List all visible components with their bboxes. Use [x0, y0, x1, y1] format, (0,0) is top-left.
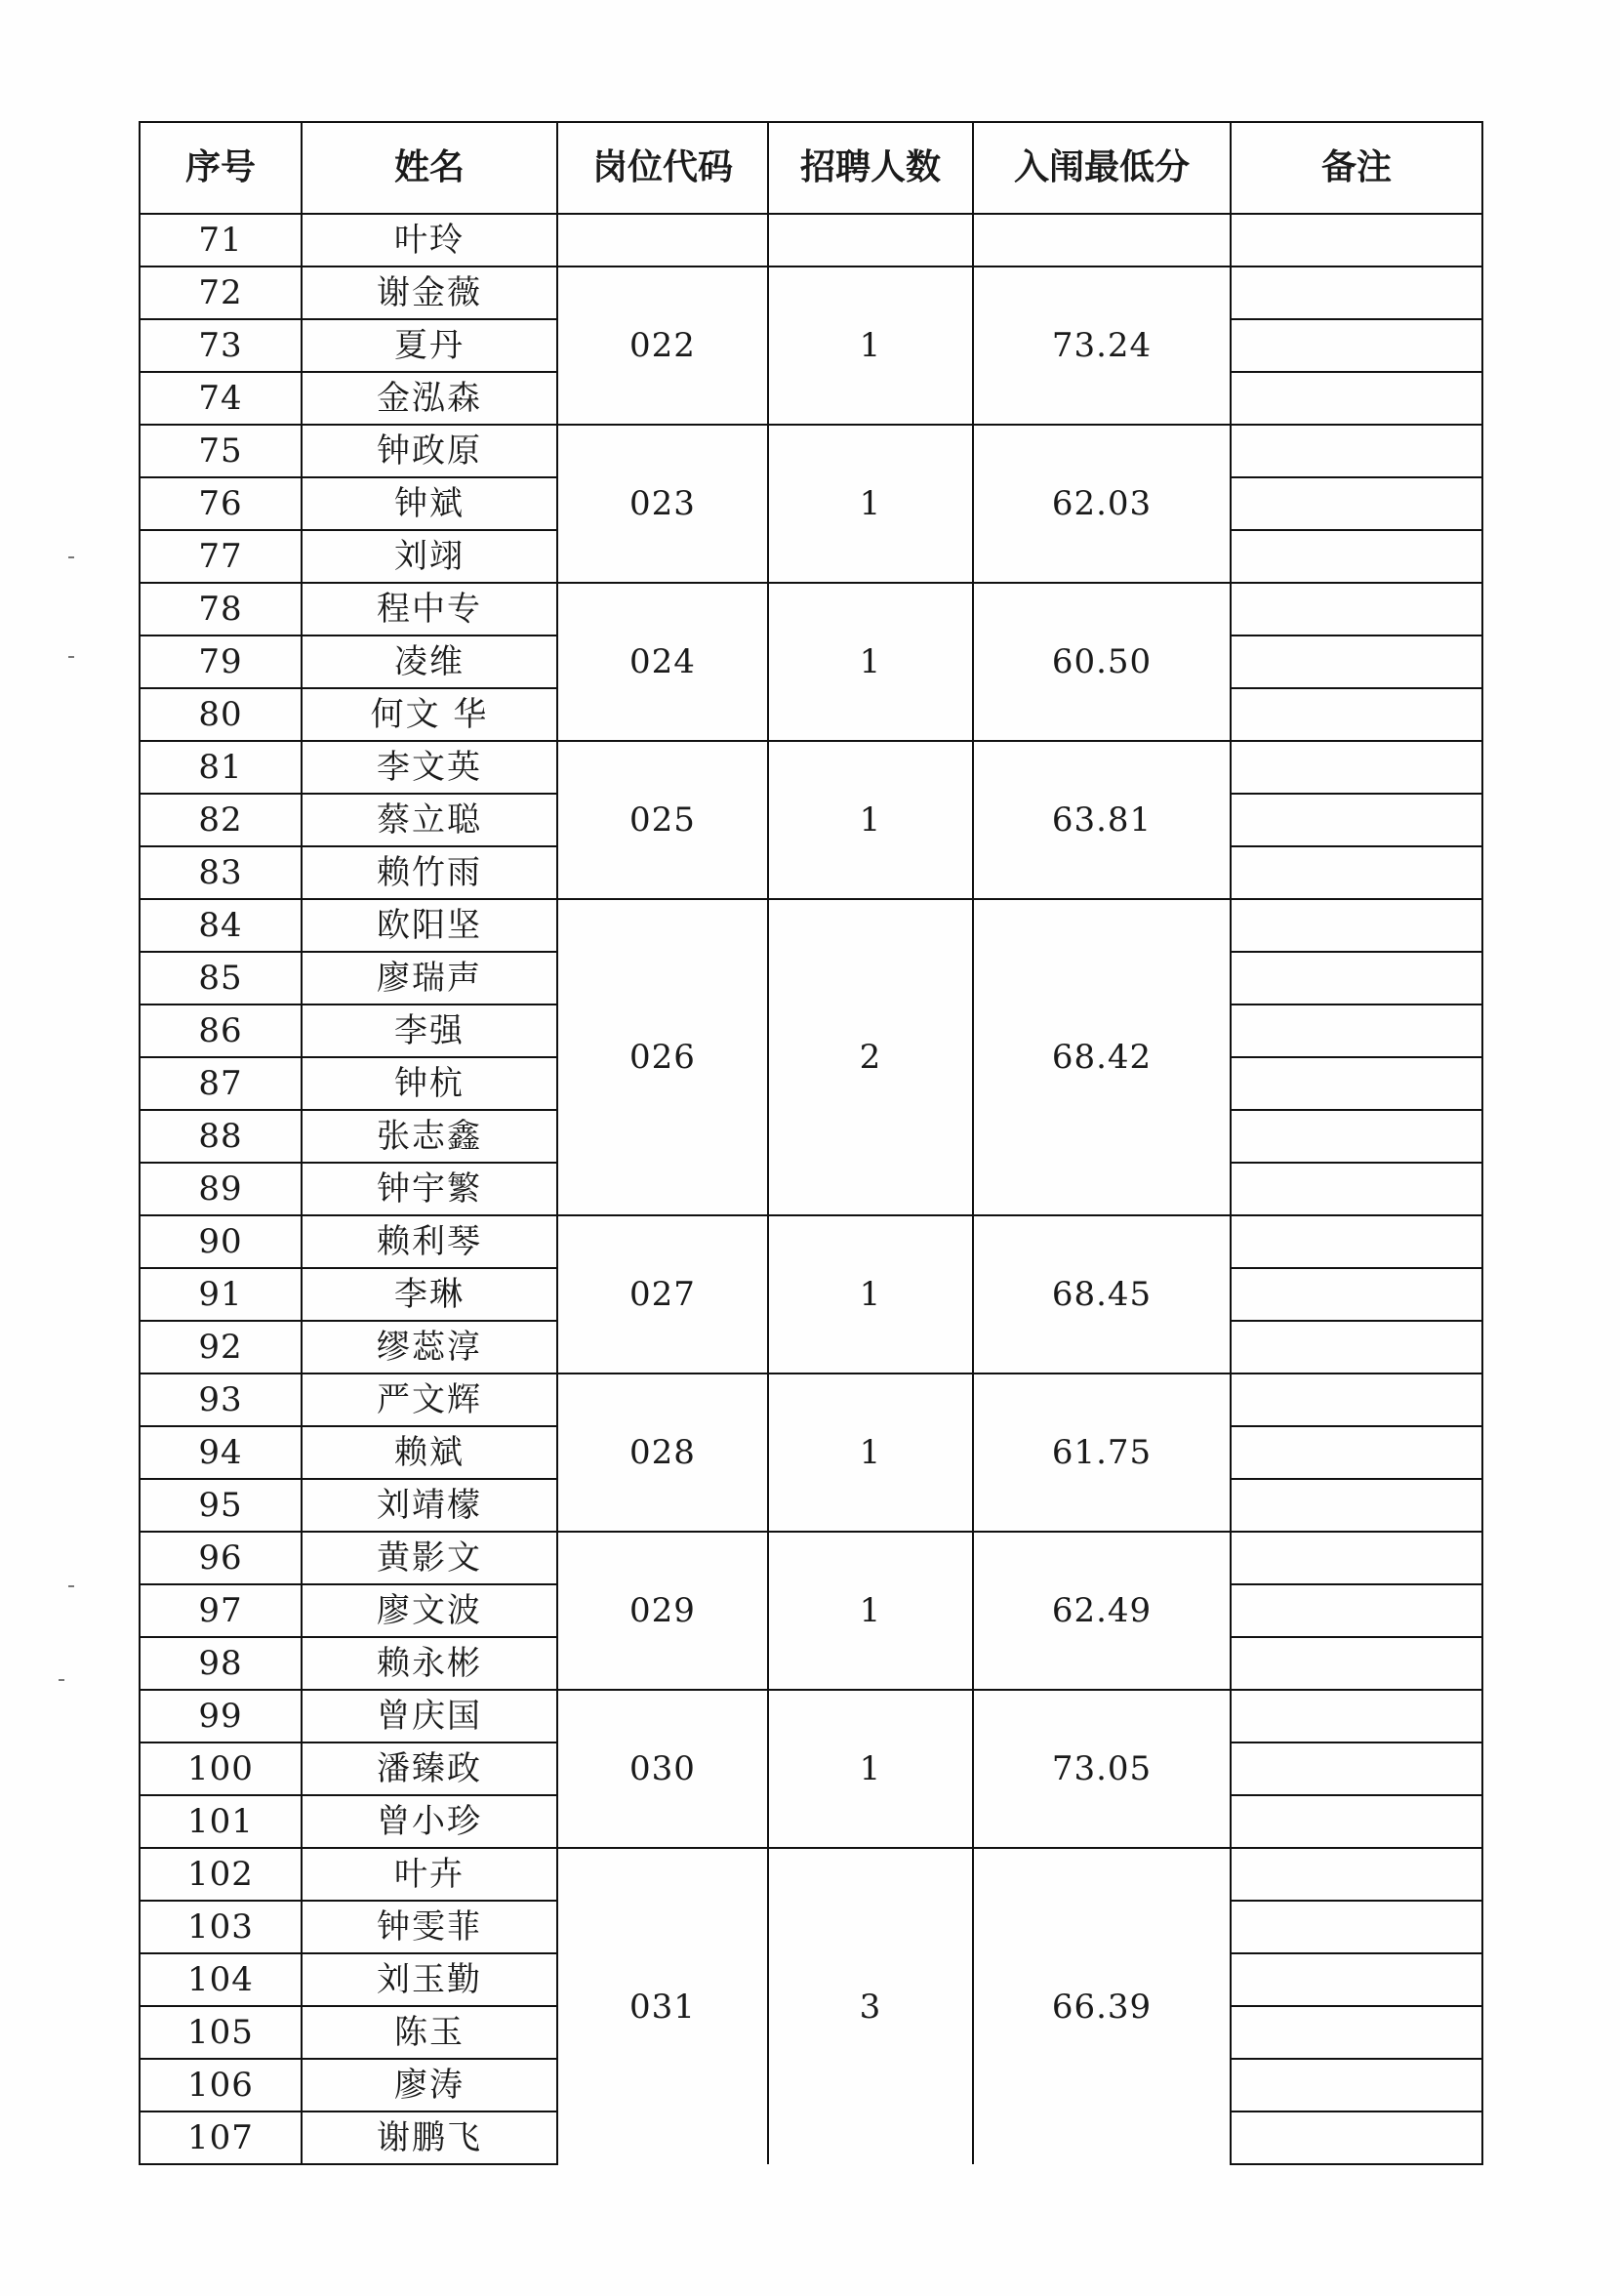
remark-cell	[1231, 1953, 1482, 2006]
recruit-count-cell: 1	[768, 583, 973, 741]
remark-cell	[1231, 1584, 1482, 1637]
name-cell: 钟政原	[302, 425, 557, 477]
seq-cell: 103	[140, 1901, 302, 1953]
header-post-code: 岗位代码	[557, 122, 768, 214]
recruit-count-cell: 1	[768, 1690, 973, 1848]
table-row	[140, 1215, 1482, 1268]
post-code-cell: 022	[557, 266, 768, 425]
table-row	[140, 425, 1482, 477]
name-cell: 钟杭	[302, 1057, 557, 1110]
remark-cell	[1231, 1268, 1482, 1321]
recruit-count-cell: 1	[768, 1215, 973, 1374]
seq-cell: 78	[140, 583, 302, 636]
remark-cell	[1231, 636, 1482, 688]
remark-cell	[1231, 1795, 1482, 1848]
recruit-count-cell	[768, 214, 973, 266]
name-cell: 赖永彬	[302, 1637, 557, 1690]
seq-cell: 88	[140, 1110, 302, 1163]
seq-cell: 91	[140, 1268, 302, 1321]
remark-cell	[1231, 372, 1482, 425]
recruit-count-cell: 1	[768, 1532, 973, 1690]
min-score-cell: 66.39	[973, 1848, 1231, 2164]
min-score-cell: 62.03	[973, 425, 1231, 583]
seq-cell: 93	[140, 1374, 302, 1426]
min-score-cell: 60.50	[973, 583, 1231, 741]
seq-cell: 72	[140, 266, 302, 319]
min-score-cell: 63.81	[973, 741, 1231, 899]
name-cell: 缪蕊淳	[302, 1321, 557, 1374]
recruit-count-cell: 1	[768, 1374, 973, 1532]
name-cell: 廖瑞声	[302, 952, 557, 1004]
header-remark: 备注	[1231, 122, 1482, 214]
seq-cell: 87	[140, 1057, 302, 1110]
post-code-cell: 031	[557, 1848, 768, 2164]
name-cell: 黄影文	[302, 1532, 557, 1584]
seq-cell: 99	[140, 1690, 302, 1742]
seq-cell: 77	[140, 530, 302, 583]
remark-cell	[1231, 214, 1482, 266]
table-row	[140, 1690, 1482, 1742]
name-cell: 蔡立聪	[302, 794, 557, 846]
remark-cell	[1231, 1901, 1482, 1953]
recruit-count-cell: 1	[768, 266, 973, 425]
name-cell: 赖斌	[302, 1426, 557, 1479]
seq-cell: 94	[140, 1426, 302, 1479]
remark-cell	[1231, 2112, 1482, 2164]
name-cell: 凌维	[302, 636, 557, 688]
recruit-count-cell: 3	[768, 1848, 973, 2164]
name-cell: 陈玉	[302, 2006, 557, 2059]
table-body	[140, 214, 1482, 2164]
remark-cell	[1231, 583, 1482, 636]
scan-speck	[59, 1679, 64, 1681]
name-cell: 钟雯菲	[302, 1901, 557, 1953]
remark-cell	[1231, 1057, 1482, 1110]
recruit-count-cell: 1	[768, 741, 973, 899]
seq-cell: 81	[140, 741, 302, 794]
remark-cell	[1231, 741, 1482, 794]
remark-cell	[1231, 899, 1482, 952]
min-score-cell: 73.05	[973, 1690, 1231, 1848]
remark-cell	[1231, 1163, 1482, 1215]
name-cell: 曾小珍	[302, 1795, 557, 1848]
remark-cell	[1231, 1742, 1482, 1795]
scan-speck	[68, 656, 74, 658]
name-cell: 刘玉勤	[302, 1953, 557, 2006]
seq-cell: 71	[140, 214, 302, 266]
remark-cell	[1231, 1374, 1482, 1426]
name-cell: 曾庆国	[302, 1690, 557, 1742]
name-cell: 叶玲	[302, 214, 557, 266]
seq-cell: 79	[140, 636, 302, 688]
table-row	[140, 214, 1482, 266]
name-cell: 李强	[302, 1004, 557, 1057]
candidate-table	[139, 121, 1483, 2165]
scan-speck	[68, 1585, 74, 1587]
remark-cell	[1231, 1532, 1482, 1584]
header-name: 姓名	[302, 122, 557, 214]
seq-cell: 85	[140, 952, 302, 1004]
name-cell: 谢鹏飞	[302, 2112, 557, 2164]
table-row	[140, 1848, 1482, 1901]
table-row	[140, 1374, 1482, 1426]
table-row	[140, 741, 1482, 794]
remark-cell	[1231, 846, 1482, 899]
name-cell: 金泓森	[302, 372, 557, 425]
name-cell: 欧阳坚	[302, 899, 557, 952]
seq-cell: 84	[140, 899, 302, 952]
header-recruit-count: 招聘人数	[768, 122, 973, 214]
seq-cell: 98	[140, 1637, 302, 1690]
table-row	[140, 266, 1482, 319]
scan-speck	[68, 556, 74, 558]
name-cell: 刘翊	[302, 530, 557, 583]
seq-cell: 100	[140, 1742, 302, 1795]
seq-cell: 96	[140, 1532, 302, 1584]
seq-cell: 90	[140, 1215, 302, 1268]
min-score-cell: 61.75	[973, 1374, 1231, 1532]
seq-cell: 105	[140, 2006, 302, 2059]
seq-cell: 101	[140, 1795, 302, 1848]
post-code-cell	[557, 214, 768, 266]
name-cell: 赖竹雨	[302, 846, 557, 899]
name-cell: 程中专	[302, 583, 557, 636]
name-cell: 李文英	[302, 741, 557, 794]
name-cell: 谢金薇	[302, 266, 557, 319]
remark-cell	[1231, 952, 1482, 1004]
seq-cell: 75	[140, 425, 302, 477]
remark-cell	[1231, 477, 1482, 530]
post-code-cell: 028	[557, 1374, 768, 1532]
remark-cell	[1231, 794, 1482, 846]
name-cell: 夏丹	[302, 319, 557, 372]
header-seq: 序号	[140, 122, 302, 214]
name-cell: 严文辉	[302, 1374, 557, 1426]
header-min-score: 入闱最低分	[973, 122, 1231, 214]
post-code-cell: 029	[557, 1532, 768, 1690]
name-cell: 叶卉	[302, 1848, 557, 1901]
remark-cell	[1231, 1637, 1482, 1690]
min-score-cell: 62.49	[973, 1532, 1231, 1690]
recruit-count-cell: 2	[768, 899, 973, 1215]
remark-cell	[1231, 1004, 1482, 1057]
remark-cell	[1231, 530, 1482, 583]
name-cell: 何文 华	[302, 688, 557, 741]
seq-cell: 73	[140, 319, 302, 372]
remark-cell	[1231, 1110, 1482, 1163]
name-cell: 廖文波	[302, 1584, 557, 1637]
remark-cell	[1231, 425, 1482, 477]
remark-cell	[1231, 1690, 1482, 1742]
remark-cell	[1231, 1321, 1482, 1374]
seq-cell: 76	[140, 477, 302, 530]
seq-cell: 83	[140, 846, 302, 899]
seq-cell: 95	[140, 1479, 302, 1532]
name-cell: 钟斌	[302, 477, 557, 530]
remark-cell	[1231, 1848, 1482, 1901]
seq-cell: 106	[140, 2059, 302, 2112]
seq-cell: 107	[140, 2112, 302, 2164]
min-score-cell: 73.24	[973, 266, 1231, 425]
recruit-count-cell: 1	[768, 425, 973, 583]
name-cell: 李琳	[302, 1268, 557, 1321]
post-code-cell: 027	[557, 1215, 768, 1374]
header-row	[140, 122, 1482, 214]
name-cell: 钟宇繁	[302, 1163, 557, 1215]
seq-cell: 89	[140, 1163, 302, 1215]
min-score-cell: 68.42	[973, 899, 1231, 1215]
remark-cell	[1231, 1479, 1482, 1532]
table-row	[140, 583, 1482, 636]
min-score-cell: 68.45	[973, 1215, 1231, 1374]
remark-cell	[1231, 1426, 1482, 1479]
post-code-cell: 025	[557, 741, 768, 899]
name-cell: 刘靖檬	[302, 1479, 557, 1532]
name-cell: 廖涛	[302, 2059, 557, 2112]
seq-cell: 74	[140, 372, 302, 425]
remark-cell	[1231, 2059, 1482, 2112]
post-code-cell: 030	[557, 1690, 768, 1848]
seq-cell: 80	[140, 688, 302, 741]
seq-cell: 97	[140, 1584, 302, 1637]
remark-cell	[1231, 688, 1482, 741]
name-cell: 赖利琴	[302, 1215, 557, 1268]
remark-cell	[1231, 2006, 1482, 2059]
seq-cell: 102	[140, 1848, 302, 1901]
seq-cell: 104	[140, 1953, 302, 2006]
post-code-cell: 024	[557, 583, 768, 741]
remark-cell	[1231, 319, 1482, 372]
seq-cell: 92	[140, 1321, 302, 1374]
remark-cell	[1231, 1215, 1482, 1268]
seq-cell: 86	[140, 1004, 302, 1057]
seq-cell: 82	[140, 794, 302, 846]
post-code-cell: 026	[557, 899, 768, 1215]
name-cell: 潘臻政	[302, 1742, 557, 1795]
remark-cell	[1231, 266, 1482, 319]
name-cell: 张志鑫	[302, 1110, 557, 1163]
post-code-cell: 023	[557, 425, 768, 583]
min-score-cell	[973, 214, 1231, 266]
table-row	[140, 1532, 1482, 1584]
table-row	[140, 899, 1482, 952]
